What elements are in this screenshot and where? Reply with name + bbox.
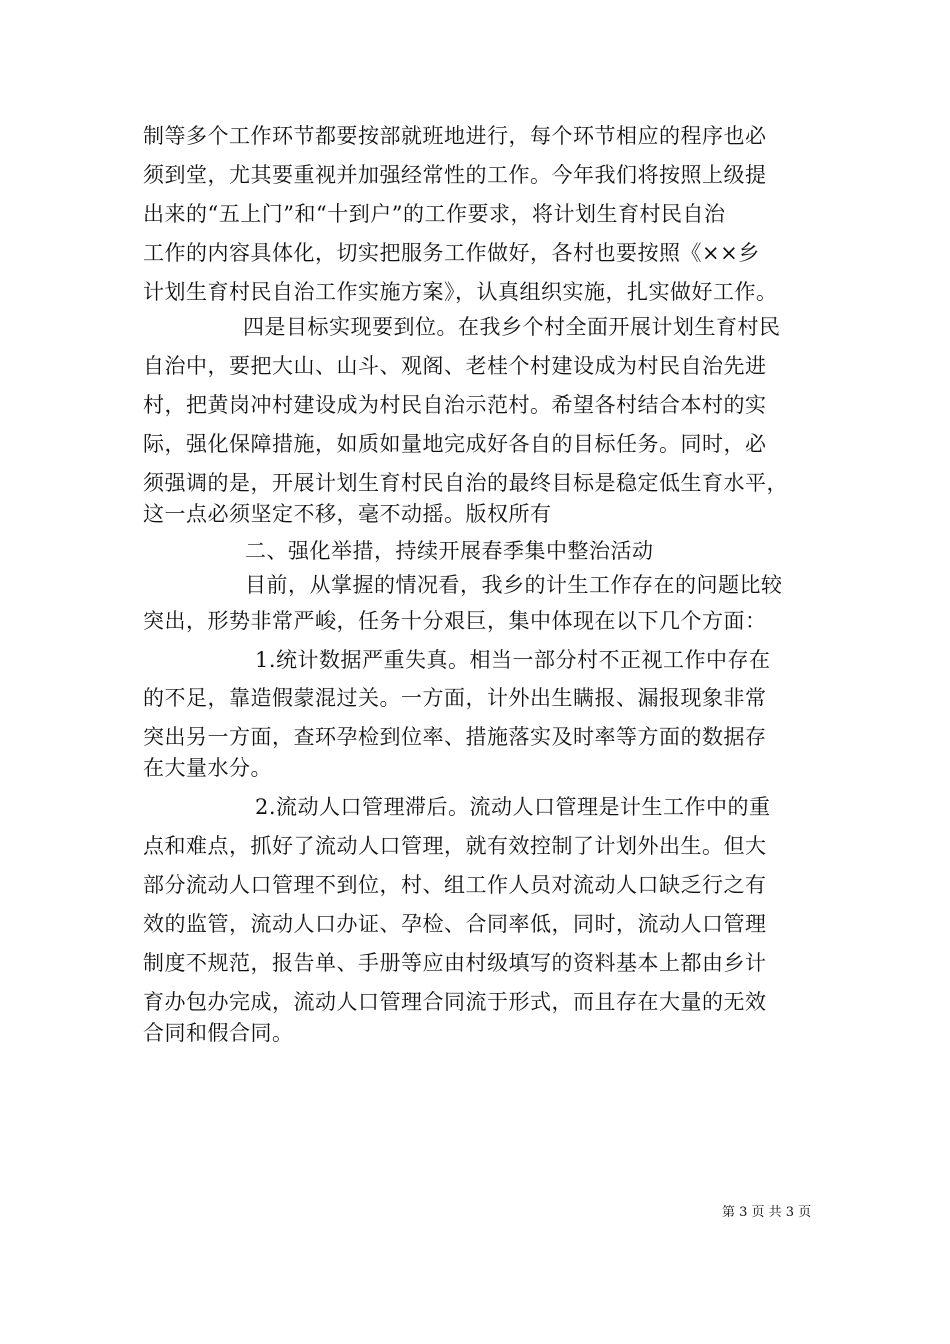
- body-line: 须强调的是，开展计划生育村民自治的最终目标是稳定低生育水平，: [143, 471, 788, 495]
- body-line: 制等多个工作环节都要按部就班地进行，每个环节相应的程序也必: [143, 124, 767, 148]
- body-line: 育办包办完成，流动人口管理合同流于形式，而且存在大量的无效: [143, 990, 767, 1014]
- page-number-footer: 第 3 页 共 3 页: [722, 1205, 812, 1220]
- section-heading: 二、强化举措，持续开展春季集中整治活动: [245, 539, 654, 563]
- body-line: 突出另一方面，查环孕检到位率、措施落实及时率等方面的数据存: [143, 725, 767, 749]
- body-line: 突出，形势非常严峻，任务十分艰巨，集中体现在以下几个方面：: [143, 609, 767, 633]
- paragraph-lead-line: 目前，从掌握的情况看，我乡的计生工作存在的问题比较: [245, 573, 783, 597]
- list-item-lead-line: 2.流动人口管理滞后。流动人口管理是计生工作中的重: [255, 795, 771, 819]
- body-line: 须到堂，尤其要重视并加强经常性的工作。今年我们将按照上级提: [143, 163, 767, 187]
- paragraph-lead-line: 四是目标实现要到位。在我乡个村全面开展计划生育村民: [243, 315, 781, 339]
- body-line: 部分流动人口管理不到位，村、组工作人员对流动人口缺乏行之有: [143, 873, 767, 897]
- body-line: 合同和假合同。: [143, 1021, 294, 1045]
- body-line: 村，把黄岗冲村建设成为村民自治示范村。希望各村结合本村的实: [143, 393, 767, 417]
- body-line: 点和难点，抓好了流动人口管理，就有效控制了计划外出生。但大: [143, 834, 767, 858]
- body-line: 计划生育村民自治工作实施方案》，认真组织实施，扎实做好工作。: [143, 280, 778, 304]
- body-line: 在大量水分。: [143, 756, 272, 780]
- body-line: 这一点必须坚定不移，毫不动摇。版权所有: [143, 502, 552, 526]
- body-line: 际，强化保障措施，如质如量地完成好各自的目标任务。同时，必: [143, 432, 767, 456]
- body-line: 自治中，要把大山、山斗、观阁、老桂个村建设成为村民自治先进: [143, 354, 767, 378]
- body-line: 制度不规范，报告单、手册等应由村级填写的资料基本上都由乡计: [143, 951, 767, 975]
- list-item-lead-line: 1.统计数据严重失真。相当一部分村不正视工作中存在: [255, 648, 771, 672]
- body-line: 效的监管，流动人口办证、孕检、合同率低，同时，流动人口管理: [143, 912, 767, 936]
- body-line: 出来的“五上门”和“十到户”的工作要求，将计划生育村民自治: [143, 202, 726, 226]
- body-line: 工作的内容具体化，切实把服务工作做好，各村也要按照《××乡: [143, 241, 760, 265]
- body-line: 的不足，靠造假蒙混过关。一方面，计外出生瞒报、漏报现象非常: [143, 686, 767, 710]
